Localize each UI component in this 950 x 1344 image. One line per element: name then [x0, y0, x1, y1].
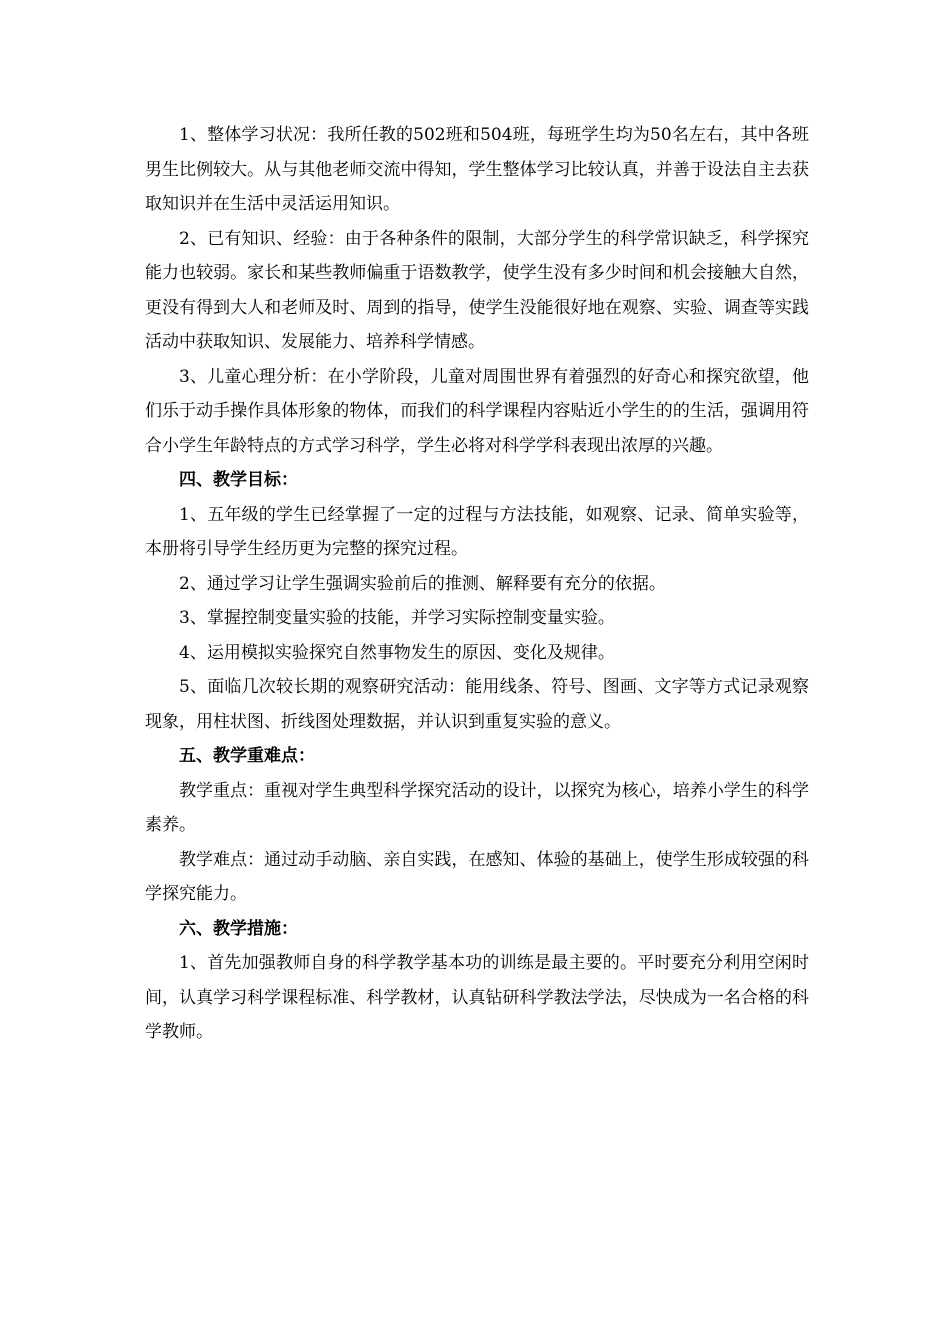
paragraph-goal-2: 2、通过学习让学生强调实验前后的推测、解释要有充分的依据。: [179, 573, 666, 594]
section-heading-key-difficulties: 五、教学重难点：: [179, 746, 315, 766]
section-heading-teaching-measures: 六、教学措施：: [179, 918, 298, 939]
document-page: [145, 118, 809, 1050]
paragraph-goal-1: 1、五年级的学生已经掌握了一定的过程与方法技能，如观察、记录、简单实验等，本册将引导学生经历更为完整的探究过程。: [145, 504, 809, 559]
paragraph-teaching-focus: 教学重点：重视对学生典型科学探究活动的设计，以探究为核心，培养小学生的科学素养。: [145, 780, 809, 835]
paragraph-prior-knowledge: 2、已有知识、经验：由于各种条件的限制，大部分学生的科学常识缺乏，科学探究能力也较弱。家长和某些教师偏重于语数教学，使学生没有多少时间和机会接触大自然，更没有得到大人和老师及时、周到的指导，使学生没能很好地在观察、实验、调查等实践活动中获取知识、发展能力、培养科学情感。: [145, 228, 809, 352]
section-heading-teaching-goals: 四、教学目标：: [179, 470, 298, 490]
paragraph-teaching-difficulty: 教学难点：通过动手动脑、亲自实践，在感知、体验的基础上，使学生形成较强的科学探究能力。: [145, 849, 809, 904]
paragraph-goal-4: 4、运用模拟实验探究自然事物发生的原因、变化及规律。: [179, 642, 615, 663]
paragraph-goal-3: 3、掌握控制变量实验的技能，并学习实际控制变量实验。: [179, 608, 615, 628]
paragraph-child-psychology: 3、儿童心理分析：在小学阶段，儿童对周围世界有着强烈的好奇心和探究欲望，他们乐于动手操作具体形象的物体，而我们的科学课程内容贴近小学生的的生活，强调用符合小学生年龄特点的方式学习科学，学生必将对科学学科表现出浓厚的兴趣。: [145, 366, 809, 456]
paragraph-measure-1: 1、首先加强教师自身的科学教学基本功的训练是最主要的。平时要充分利用空闲时间，认真学习科学课程标准、科学教材，认真钻研科学教法学法，尽快成为一名合格的科学教师。: [145, 953, 809, 1042]
paragraph-learning-status: 1、整体学习状况：我所任教的502班和504班，每班学生均为50名左右，其中各班男生比例较大。从与其他老师交流中得知，学生整体学习比较认真，并善于设法自主去获取知识并在生活中灵活运用知识。: [145, 125, 809, 214]
paragraph-goal-5: 5、面临几次较长期的观察研究活动：能用线条、符号、图画、文字等方式记录观察现象，用柱状图、折线图处理数据，并认识到重复实验的意义。: [145, 677, 809, 732]
